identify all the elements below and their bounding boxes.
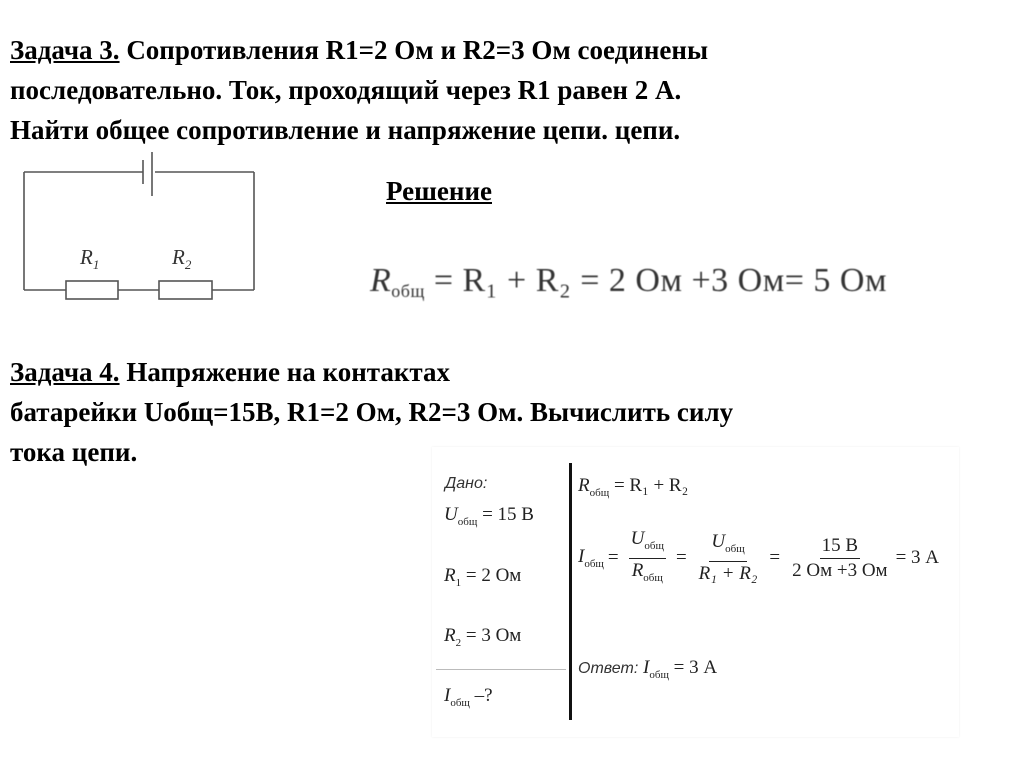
- task4-line1: Напряжение на контактах: [119, 357, 450, 387]
- task3-label: Задача 3.: [10, 35, 120, 65]
- given-unknown-current: $I_{общ}$ –?: [444, 685, 493, 709]
- task4-label: Задача 4.: [10, 357, 120, 387]
- fraction-u-over-r: $\frac{U_{общ}}{R_{общ}}$: [630, 528, 664, 584]
- formula-lhs: R: [370, 262, 392, 299]
- task4-solution-panel: [432, 447, 959, 737]
- resistance-sum-formula: $R_{общ} = R_1 + R_2$: [578, 475, 689, 499]
- given-r1: $R_1 = 2$ Ом: [444, 565, 522, 589]
- resistor-r1: [66, 281, 118, 299]
- formula-lhs-sub: общ: [391, 281, 425, 301]
- current-formula: $I_{общ}$ = $\frac{U_{общ}}{R_{общ}}$ = $\frac{U_{общ}}{\text{R₁ + R₂}}$ = $\frac{15 В}{2 Ом +3 Ом}$ = 3 А: [578, 527, 939, 590]
- panel-horizontal-divider: [436, 669, 566, 670]
- total-resistance-formula: [370, 262, 888, 316]
- solution-title: Решение: [386, 176, 492, 206]
- formula-rhs: = R₁ + R₂ = 2 Ом +3 Ом= 5 Ом: [433, 262, 887, 299]
- r1-label: $R_1$: [80, 245, 100, 272]
- fraction-u-over-r-sum: $\frac{U_{общ}}{\text{R₁ + R₂}}$: [698, 531, 758, 585]
- answer-line: Ответ: $I_{общ} = 3$ А: [578, 657, 718, 681]
- task3-line3: Найти общее сопротивление и напряжение цепи. цепи.: [10, 115, 681, 145]
- series-circuit-diagram: [18, 150, 258, 300]
- task4-line3: тока цепи.: [10, 437, 138, 467]
- given-r2: $R_2 = 3$ Ом: [444, 625, 522, 649]
- r2-label: $R_2$: [172, 245, 192, 272]
- given-voltage: $U_{общ} = 15$ В: [444, 504, 534, 528]
- task3-line1: Сопротивления R1=2 Ом и R2=3 Ом соединены: [119, 35, 709, 65]
- resistor-r2: [159, 281, 212, 299]
- current-result: = 3 А: [895, 547, 940, 569]
- panel-vertical-divider: [569, 463, 572, 720]
- given-label: Дано:: [445, 475, 488, 492]
- task3-text: [10, 30, 970, 150]
- fraction-numeric: $\frac{15 В}{2 Ом +3 Ом}$: [792, 534, 888, 581]
- task3-line2: последовательно. Ток, проходящий через R1 равен 2 А.: [10, 75, 682, 105]
- task4-line2: батарейки Uобщ=15В, R1=2 Ом, R2=3 Ом. Вычислить силу: [10, 397, 734, 427]
